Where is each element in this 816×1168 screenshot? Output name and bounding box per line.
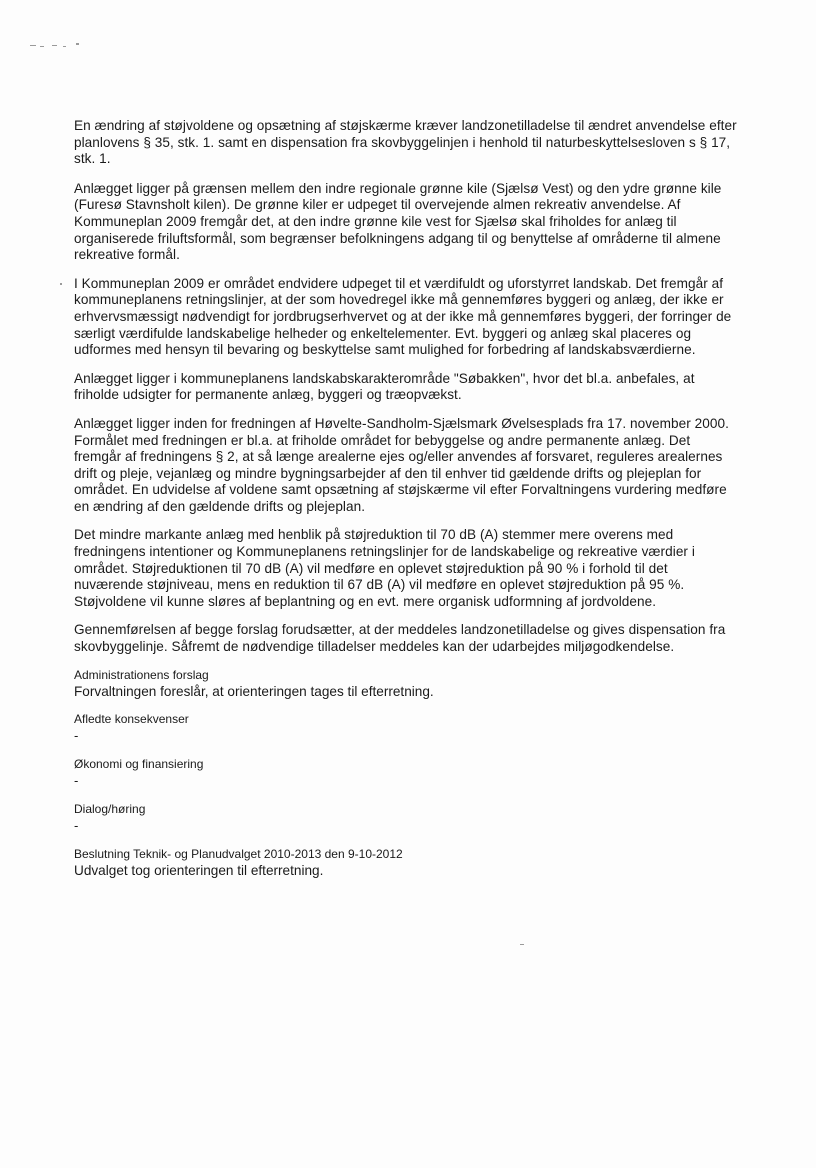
section-body: - [74, 727, 79, 743]
section-decision [74, 847, 740, 879]
section-heading: Økonomi og finansiering [74, 756, 204, 771]
section-body: Forvaltningen foreslår, at orienteringen tages til efterretning. [74, 683, 434, 699]
section-body: Udvalget tog orienteringen til efterretning. [74, 862, 324, 878]
section-consequences [74, 712, 740, 744]
section-economy [74, 757, 740, 789]
section-heading: Afledte konsekvenser [74, 711, 189, 726]
paragraph-permits: Gennemførelsen af begge forslag forudsætter, at der meddeles landzonetilladelse og gives dispensation fra skovbyggelinje. Såfremt de nødvendige tilladelser meddeles kan der udarbejdes miljøgodkendelse. [74, 622, 726, 655]
section-admin-proposal [74, 668, 740, 700]
section-heading: Beslutning Teknik- og Planudvalget 2010-2013 den 9-10-2012 [74, 846, 403, 861]
document-body [74, 118, 740, 893]
paragraph-sobakken: Anlægget ligger i kommuneplanens landskabskarakterområde "Søbakken", hvor det bl.a. anbefales, at friholde udsigter for permanente anlæg, byggeri og træopvækst. [74, 370, 695, 403]
scan-speck [60, 283, 62, 285]
paragraph-green-wedges: Anlægget ligger på grænsen mellem den indre regionale grønne kile (Sjælsø Vest) og den ydre grønne kile (Furesø Stavnsholt kilen). De grønne kiler er udpeget til overvejende almen rekreativ anvendelse. Af Kommuneplan 2009 fremgår det, at den indre grønne kile vest for Sjælsø skal friholdes for anlæg til organiserede friluftsformål, som begrænser befolkningens adgang til og benyttelse af områderne til almene rekreative formål. [74, 180, 722, 263]
scan-speck [30, 45, 36, 46]
section-heading: Dialog/høring [74, 801, 146, 816]
paragraph-landzone: En ændring af støjvoldene og opsætning af støjskærme kræver landzonetilladelse til ændret anvendelse efter planlovens § 35, stk. 1. samt en dispensation fra skovbyggelinjen i henhold til naturbeskyttelsesloven s § 17, stk. 1. [74, 118, 737, 167]
section-body: - [74, 772, 79, 788]
scan-speck [63, 46, 66, 47]
section-dialog [74, 802, 740, 834]
scan-speck [40, 46, 44, 47]
scan-speck [520, 944, 524, 945]
scan-speck [76, 43, 79, 45]
paragraph-landscape: I Kommuneplan 2009 er området endvidere udpeget til et værdifuldt og uforstyrret landskab. Det fremgår af kommuneplanens retningslinjer, at der som hovedregel ikke må gennemføres byggeri og anlæg, der ikke er erhvervsmæssigt nødvendigt for jordbrugserhvervet og at der ikke må gennemføres byggeri, der forringer de særligt værdifulde landskabelige helheder og enkeltelementer. Evt. byggeri og anlæg skal placeres og udformes med hensyn til bevaring og beskyttelse samt mulighed for forbedring af landskabsværdierne. [74, 275, 732, 358]
section-body: - [74, 817, 79, 833]
paragraph-noise-reduction: Det mindre markante anlæg med henblik på støjreduktion til 70 dB (A) stemmer mere overens med fredningens intentioner og Kommuneplanens retningslinjer for de landskabelige og rekreative værdier i området. Støjreduktionen til 70 dB (A) vil medføre en oplevet støjreduktion på 90 % i forhold til det nuværende støjniveau, mens en reduktion til 67 dB (A) vil medføre en oplevet støjreduktion på 95 %. Støjvoldene vil kunne sløres af beplantning og en evt. mere organisk udformning af jordvoldene. [74, 527, 695, 609]
paragraph-preservation: Anlægget ligger inden for fredningen af Høvelte-Sandholm-Sjælsmark Øvelsesplads fra 17. november 2000. Formålet med fredningen er bl.a. at friholde området for bebyggelse og andre permanente anlæg. Det fremgår af fredningens § 2, at så længe arealerne ejes og/eller anvendes af forsvaret, reguleres arealernes drift og pleje, vejanlæg og mindre bygningsarbejder af den til enhver tid gældende drifts og plejeplan for området. En udvidelse af voldene samt opsætning af støjskærme vil efter Forvaltningens vurdering medføre en ændring af den gældende drifts og plejeplan. [74, 415, 729, 514]
scan-speck [52, 45, 57, 46]
section-heading: Administrationens forslag [74, 667, 209, 682]
